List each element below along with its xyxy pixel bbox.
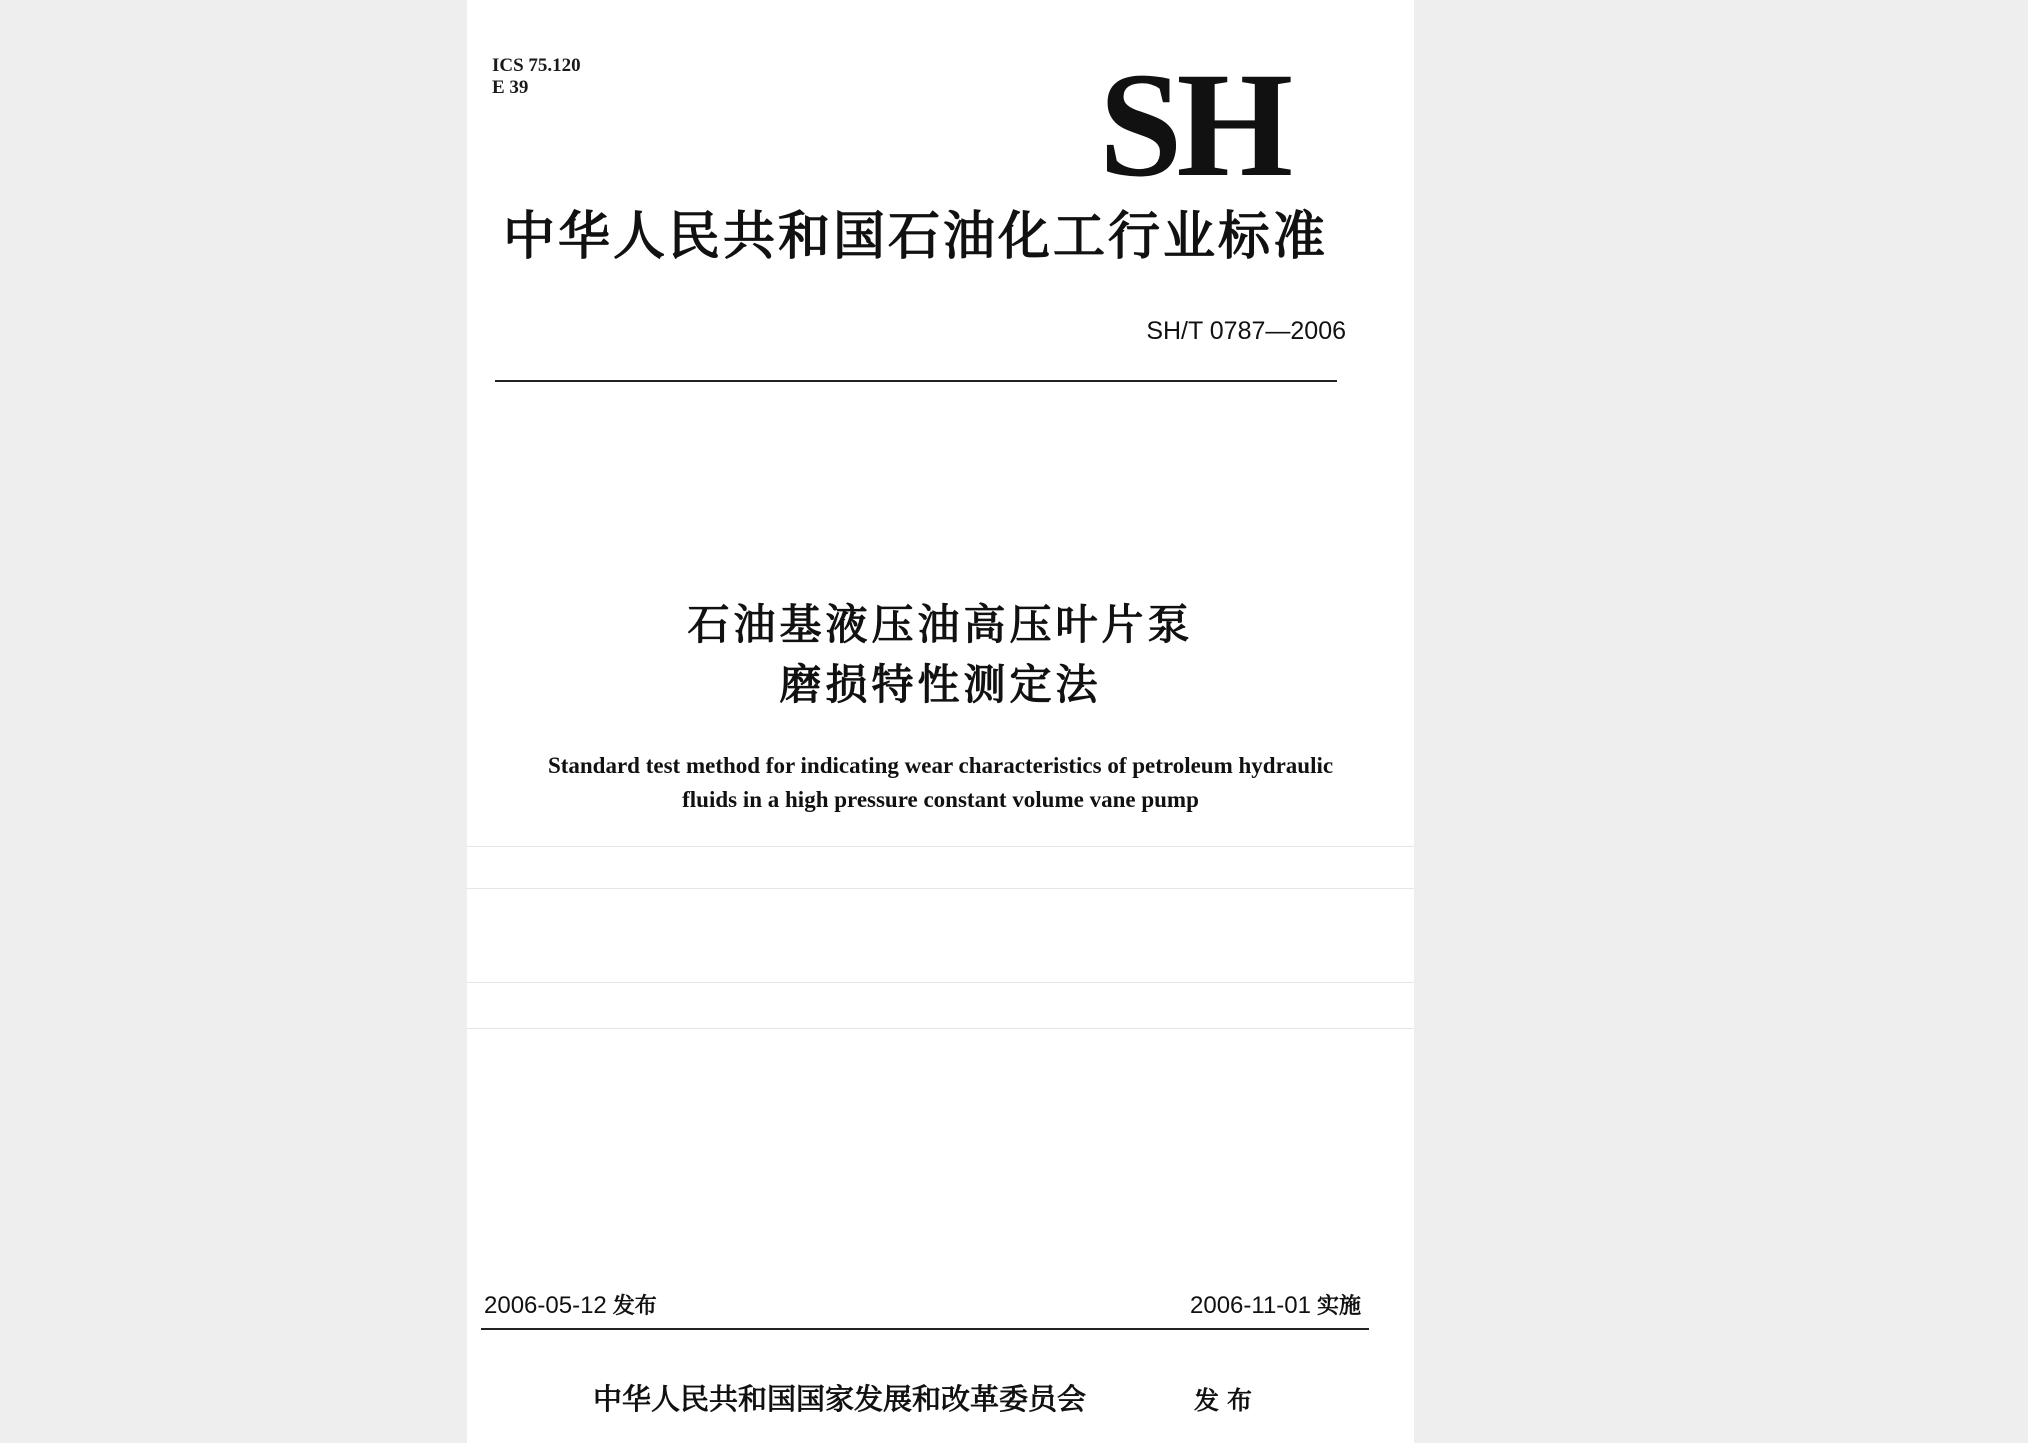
publisher-name: 中华人民共和国国家发展和改革委员会 <box>593 1382 1087 1416</box>
english-title-line-2: fluids in a high pressure constant volume vane pump <box>682 787 1199 812</box>
organization-title: 中华人民共和国石油化工行业标准 <box>503 207 1329 267</box>
english-title-line-1: Standard test method for indicating wear characteristics of petroleum hydraulic <box>547 753 1334 778</box>
sh-logo: SH <box>1099 42 1288 208</box>
classification-code: E 39 <box>492 77 529 98</box>
classification-block <box>492 55 581 99</box>
scan-artifact-line <box>467 982 1414 983</box>
scan-artifact-line <box>467 846 1414 847</box>
issue-date-block <box>484 1291 657 1322</box>
issue-label: 发布 <box>612 1294 657 1319</box>
ics-code: ICS 75.120 <box>492 55 581 76</box>
header-divider <box>495 380 1337 382</box>
standard-number: SH/T 0787—2006 <box>1146 317 1346 345</box>
scan-artifact-line <box>467 888 1414 889</box>
scan-artifact-line <box>467 1028 1414 1029</box>
publish-label: 发布 <box>1194 1386 1261 1415</box>
chinese-title-line-1: 石油基液压油高压叶片泵 <box>687 600 1194 649</box>
chinese-title-line-2: 磨损特性测定法 <box>779 660 1102 709</box>
standard-cover-page <box>467 0 1414 1443</box>
implement-label: 实施 <box>1316 1294 1361 1319</box>
implement-date: 2006-11-01 <box>1190 1292 1311 1319</box>
implement-date-block <box>1190 1291 1361 1322</box>
issue-date: 2006-05-12 <box>484 1292 607 1319</box>
footer-divider <box>481 1328 1369 1330</box>
